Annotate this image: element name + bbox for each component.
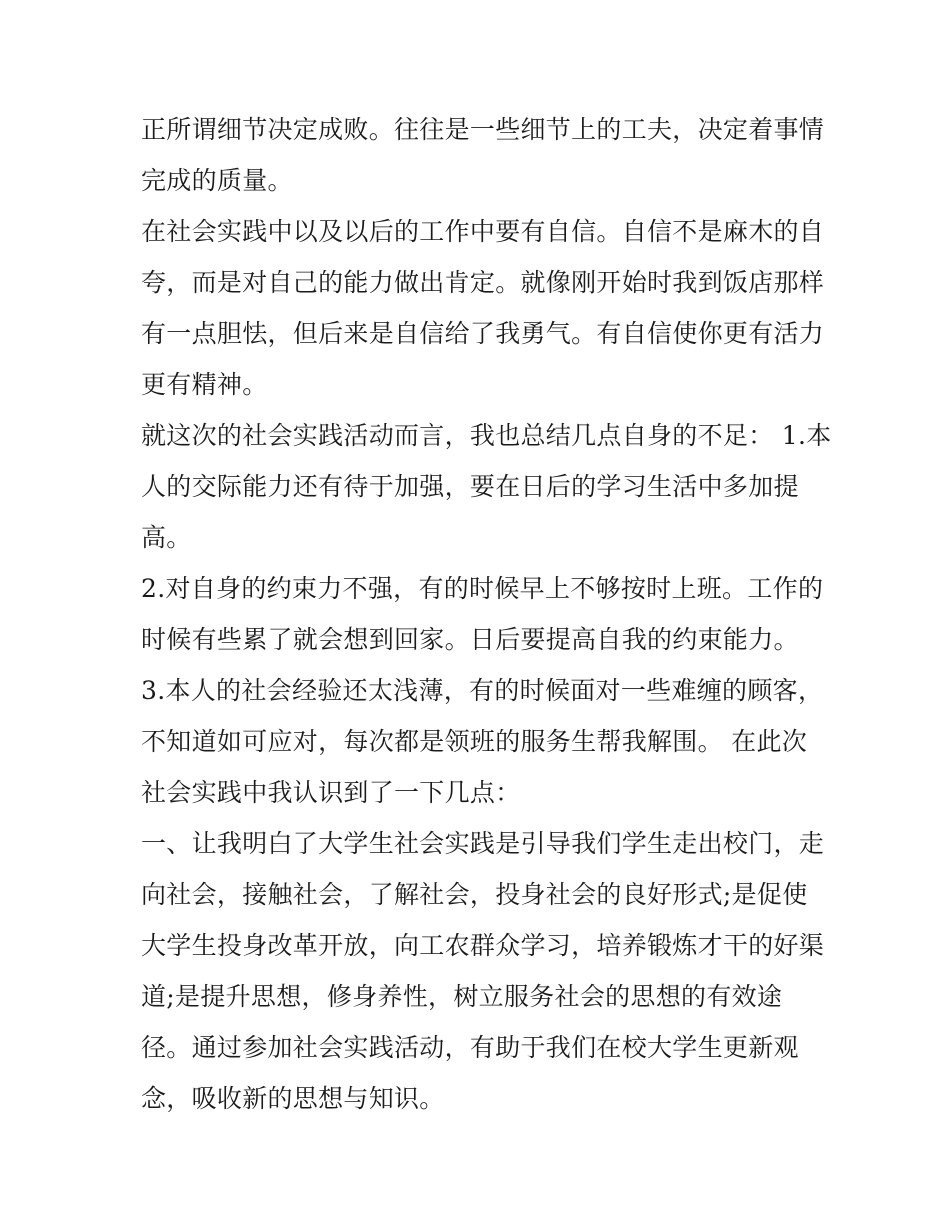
text-line: 向社会，接触社会，了解社会，投身社会的良好形式;是促使: [141, 880, 808, 909]
text-line: 不知道如可应对，每次都是领班的服务生帮我解围。 在此次: [141, 727, 808, 756]
text-line: 高。: [141, 523, 192, 552]
text-line: 时候有些累了就会想到回家。日后要提高自我的约束能力。: [141, 625, 799, 654]
text-line: 社会实践中我认识到了一下几点：: [141, 778, 521, 807]
text-line: 径。通过参加社会实践活动，有助于我们在校大学生更新观: [141, 1033, 799, 1062]
text-line: 大学生投身改革开放，向工农群众学习，培养锻炼才干的好渠: [141, 931, 825, 960]
text-line: 3.本人的社会经验还太浅薄，有的时候面对一些难缠的顾客，: [141, 676, 824, 705]
text-line: 2.对自身的约束力不强，有的时候早上不够按时上班。工作的: [141, 574, 824, 603]
text-line: 念，吸收新的思想与知识。: [141, 1084, 445, 1113]
text-line: 就这次的社会实践活动而言，我也总结几点自身的不足： 1.本: [141, 421, 832, 450]
text-line: 正所谓细节决定成败。往往是一些细节上的工夫，决定着事情: [141, 115, 825, 144]
text-line: 更有精神。: [141, 370, 268, 399]
text-line: 有一点胆怯，但后来是自信给了我勇气。有自信使你更有活力: [141, 319, 825, 348]
text-line: 道;是提升思想，修身养性，树立服务社会的思想的有效途: [141, 982, 783, 1011]
text-line: 夸，而是对自己的能力做出肯定。就像刚开始时我到饭店那样: [141, 268, 825, 297]
text-line: 在社会实践中以及以后的工作中要有自信。自信不是麻木的自: [141, 217, 825, 246]
text-line: 一、让我明白了大学生社会实践是引导我们学生走出校门，走: [141, 829, 825, 858]
text-line: 完成的质量。: [141, 166, 293, 195]
text-line: 人的交际能力还有待于加强，要在日后的学习生活中多加提: [141, 472, 799, 501]
